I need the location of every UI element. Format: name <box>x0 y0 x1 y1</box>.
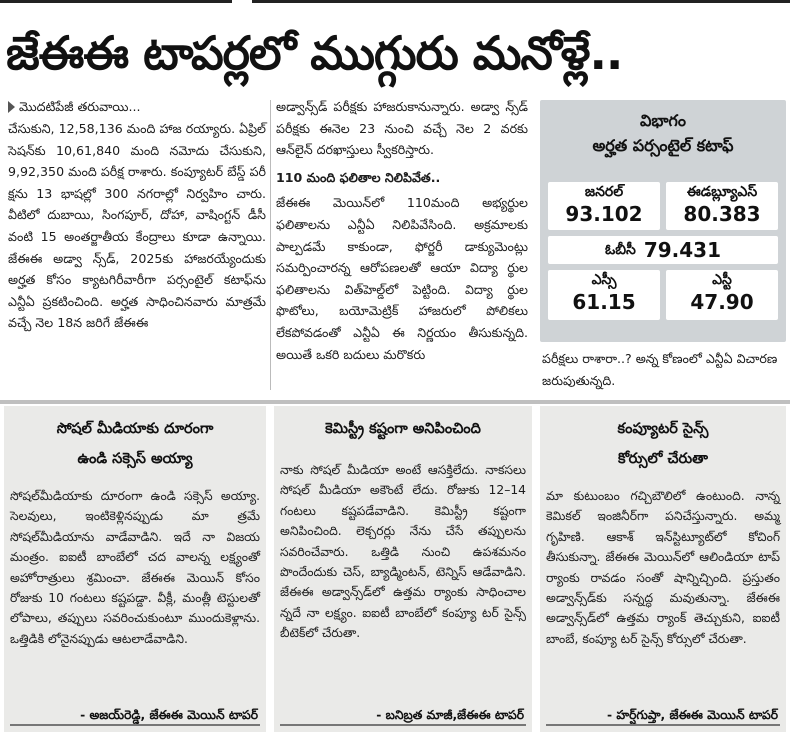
cutoff-cell-general <box>548 182 660 230</box>
ews-label: ఈడబ్ల్యూఎస్ <box>686 184 758 200</box>
column-divider <box>270 100 271 390</box>
cutoff-cell-obc <box>548 236 778 264</box>
cutoff-cell-sc <box>548 270 660 320</box>
top-strip <box>0 0 790 12</box>
box2-underline <box>280 724 526 726</box>
ews-value: 80.383 <box>683 202 761 226</box>
box2-body: నాకు సోషల్ మీడియా అంటే ఆసక్తిలేదు. నాకసలు సోషల్ మీడియా అకౌంటే లేదు. రోజుకు 12–14 గంటలు కష్టపడేవాడిని. కెమిస్ట్రీ కష్టంగా అనిపించింది. లెక్చరర్లు నేను చేసే తప్పులను సవరించేవారు. ఒత్తిడి నుంచి ఉపశమనం పొందేందుకు చెస్, బ్యాడ్మింటన్, టెన్నిస్ ఆడేవాడిని. జేఈఈ అడ్వాన్స్‌డ్‌లో ఉత్తమ ర్యాంకు సాధించాల న్నదే నా లక్ష్యం. ఐఐటీ బాంబేలో కంప్యూ టర్ సైన్స్ బీటెక్‌లో చేరుతా. <box>280 463 526 641</box>
kicker-text: మొదటిపేజీ తరువాయి... <box>19 99 141 115</box>
st-label: ఎస్టీ <box>712 272 732 288</box>
box1-body: సోషల్‌మీడియాకు దూరంగా ఉండి సక్సెస్ అయ్యా. సెలవులు, ఇంటికెళ్లినప్పుడు మా త్రమే సోషల్‌మీడియాను వాడేవాడిని. ఇదే నా విజయ మంత్రం. ఐఐటీ బాంబేలో చద వాలన్న లక్ష్యంతో అహోరాత్రులు శ్రమించా. జేఈఈ మెయిన్ కోసం రోజుకు 10 గంటలు కష్టపడ్డా. వీక్లీ, మంత్లీ టెస్టులతో లోపాలు, తప్పులు సవరించుకుంటూ ముందుకెళ్లాను. ఒత్తిడికి లోనైనప్పుడు ఆటలాడేవాడిని. <box>10 489 260 646</box>
cutoff-title-line2: అర్హత పర్సంటైల్ కటాఫ్ <box>592 136 734 155</box>
cutoff-cell-st <box>666 270 778 320</box>
box3-body: మా కుటుంబం గచ్చిబౌలిలో ఉంటుంది. నాన్న కెమికల్ ఇంజినీర్‌గా పనిచేస్తున్నారు. అమ్మ గృహిణి. ఆకాశ్ ఇన్‌స్టిట్యూట్‌లో కోచింగ్ తీసుకున్నా. జేఈఈ మెయిన్‌లో ఆలిండియా టాప్ ర్యాంకు రావడం సంతో షాన్నిచ్చింది. ప్రస్తుతం అడ్వాన్స్‌డ్‌కు సన్నద్ధ మవుతున్నా. జేఈఈ అడ్వాన్స్‌డ్‌లో ఉత్తమ ర్యాంక్ తెచ్చుకుని, ఐఐటీ బాంబే, కంప్యూ టర్ సైన్స్ కోర్సులో చేరుతా. <box>546 489 780 646</box>
box2-signature: - బనిబ్రత మాజీ,జేఈఈ టాపర్ <box>376 708 524 722</box>
article-body-3: పరీక్షలు రాశారా..? అన్న కోణంలో ఎన్టీఏ విచారణ జరుపుతున్నది. <box>542 351 778 388</box>
topper-box-harsh <box>540 406 786 732</box>
box1-heading-line1: సోషల్ మీడియాకు దూరంగా <box>56 421 214 437</box>
box3-heading-line2: కోర్సులో చేరుతా <box>618 451 708 467</box>
article-column-3 <box>542 348 786 391</box>
st-value: 47.90 <box>690 290 754 314</box>
article-subheading: 110 మంది ఫలితాల నిలిపివేత.. <box>276 169 441 185</box>
box1-heading-line2: ఉండి సక్సెస్ అయ్యా <box>77 451 193 467</box>
top-rule-left <box>0 0 232 3</box>
box3-underline <box>546 724 780 726</box>
article-body-2b: జేఈఈ మెయిన్‌లో 110మంది అభ్యర్థుల ఫలితాలను ఎన్టీఏ నిలిపివేసింది. అక్రమాలకు పాల్పడమే కాకుండా, ఫోర్జరీ డాక్యుమెంట్లు సమర్పించారన్న ఆరోపణలతో ఆయా విద్యా ర్థుల ఫలితాలను విత్‌హెల్డ్‌లో పెట్టింది. విద్యా ర్థుల ఫొటోలు, బయోమెట్రిక్ హాజరులో పోలికలు లేకపోవడంతో ఎన్టీఏ ఈ నిర్ణయం తీసుకున్నది. అయితే ఒకరి బదులు మరొకరు <box>276 195 528 362</box>
cutoff-title-line1: విభాగం <box>640 111 686 130</box>
obc-value: 79.431 <box>643 238 722 262</box>
section-divider <box>0 400 790 404</box>
triangle-icon <box>8 101 15 113</box>
box3-signature: - హర్ష్‌గుప్తా, జేఈఈ మెయిన్ టాపర్ <box>607 708 778 722</box>
box1-signature: - అజయ్‌రెడ్డి, జేఈఈ మెయిన్ టాపర్ <box>80 708 258 722</box>
continued-kicker <box>8 96 266 118</box>
article-column-1 <box>8 96 266 334</box>
box1-underline <box>10 724 260 726</box>
general-label: జనరల్ <box>584 184 624 200</box>
cutoff-cell-ews <box>666 182 778 230</box>
box2-heading: కెమిస్ట్రీ కష్టంగా అనిపించింది <box>325 421 481 437</box>
article-body-1: చేసుకుని, 12,58,136 మంది హాజ రయ్యారు. ఏప్రిల్ సెషన్‌కు 10,61,840 మంది నమోదు చేసుకుని, 9,92,350 మంది పరీక్ష రాశారు. కంప్యూటర్ బేస్డ్ పరీ క్షను 13 భాషల్లో 300 నగరాల్లో నిర్వహిం చారు. వీటిలో దుబాయి, సింగపూర్, దోహా, వాషింగ్టన్ డీసీ వంటి 15 అంతర్జాతీయ కేంద్రాలు కూడా ఉన్నాయి. జేఈఈ అడ్వా న్స్‌డ్, 2025కు హాజరయ్యేందుకు అర్హత కోసం క్యాటగిరీవారీగా పర్సంటైల్ కటాఫ్‌ను ఎన్టీఏ ప్రకటించింది. అర్హత సాధించినవారు మాత్రమే వచ్చే నెల 18న జరిగే జేఈఈ <box>8 121 266 331</box>
article-column-2 <box>276 96 528 365</box>
obc-label: ఓబీసీ <box>604 242 636 258</box>
topper-box-ajay <box>4 406 266 732</box>
article-body-2a: అడ్వాన్స్‌డ్ పరీక్షకు హాజరుకానున్నారు. అడ్వా న్స్‌డ్ పరీక్షకు ఈనెల 23 నుంచి వచ్చే నెల 2 వరకు ఆన్‌లైన్ దరఖాస్తులు స్వీకరిస్తారు. <box>276 99 528 158</box>
sc-value: 61.15 <box>572 290 636 314</box>
sc-label: ఎస్సీ <box>591 272 617 288</box>
topper-box-banibrata <box>274 406 532 732</box>
box3-heading-line1: కంప్యూటర్ సైన్స్ <box>617 421 709 437</box>
top-rule-right <box>252 0 790 3</box>
page-headline: జేఈఈ టాపర్లలో ముగ్గురు మనోళ్లే.. <box>6 26 623 80</box>
cutoff-info-box <box>540 100 786 342</box>
general-value: 93.102 <box>565 202 643 226</box>
